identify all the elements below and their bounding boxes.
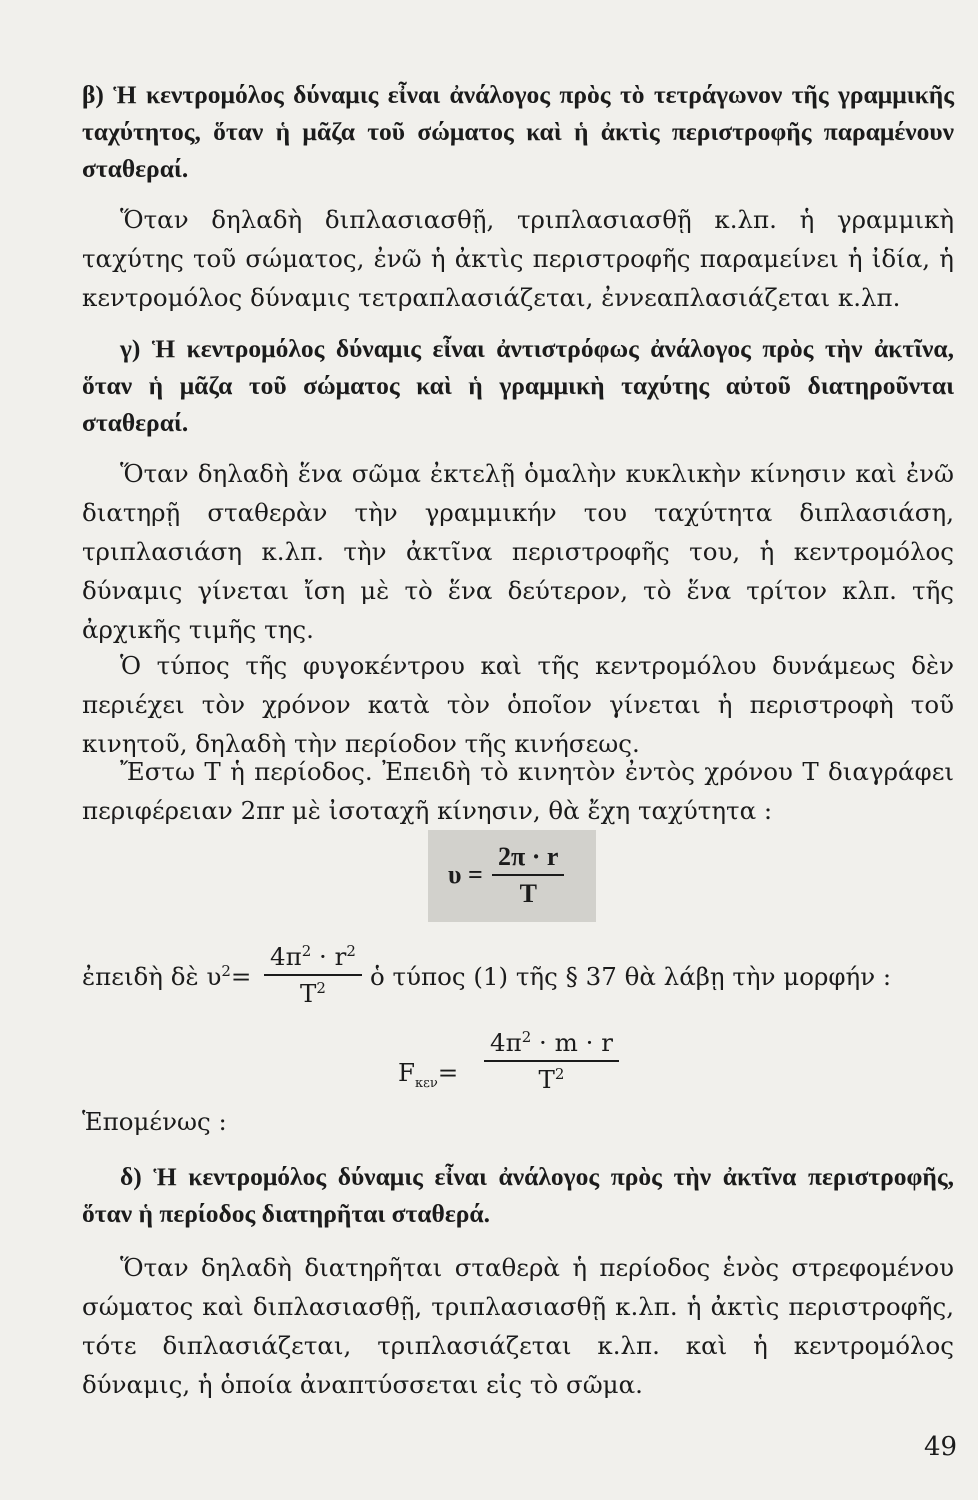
eq3-numerator: [484, 1026, 619, 1062]
eq2-fraction: [264, 940, 362, 1012]
eq3-num-a: 4π: [490, 1028, 522, 1057]
page-number: 49: [924, 1432, 958, 1462]
eq2-den: T: [299, 979, 317, 1008]
eq3-den-sq: 2: [554, 1064, 565, 1083]
heading-c: γ) Ἡ κεντρομόλος δύναμις εἶναι ἀντιστρόφως ἀνάλογος πρὸς τὴν ἀκτῖνα, ὅταν ἡ μᾶζα τοῦ σώματος καὶ ἡ γραμμικὴ ταχύτης αὐτοῦ διατηροῦνται σταθεραί.: [82, 334, 954, 437]
eq3-num-b: · m · r: [531, 1028, 613, 1057]
eq2-denominator: [264, 976, 362, 1012]
paragraph-c-text: Ὅταν δηλαδὴ ἕνα σῶμα ἐκτελῇ ὁμαλὴν κυκλικὴν κίνησιν καὶ ἐνῶ διατηρῇ σταθερὰν τὴν γραμμικήν του ταχύτητα διπλασιάση, τριπλασιάση κ.λπ. τὴν ἀκτῖνα περιστροφῆς του, ἡ κεντρομόλος δύναμις γίνεται ἴση μὲ τὸ ἕνα δεύτερον, τὸ ἕνα τρίτον κλπ. τῆς ἀρχικῆς τιμῆς της.: [82, 459, 954, 644]
eq2-num-a: 4π: [270, 942, 302, 971]
eq3-den: T: [538, 1065, 555, 1094]
paragraph-period-text: Ἔστω Τ ἡ περίοδος. Ἐπειδὴ τὸ κινητὸν ἐντὸς χρόνου Τ διαγράφει περιφέρειαν 2πr μὲ ἰσοταχῆ κίνησιν, θὰ ἔχη ταχύτητα :: [82, 757, 954, 825]
eq3-num-sq: 2: [521, 1027, 532, 1046]
paragraph-b-text: Ὅταν δηλαδὴ διπλασιασθῇ, τριπλασιασθῇ κ.λπ. ἡ γραμμικὴ ταχύτης τοῦ σώματος, ἐνῶ ἡ ἀκτὶς περιστροφῆς παραμείνει ἡ ἰδία, ἡ κεντρομόλος δύναμις τετραπλασιάζεται, ἐννεαπλασιάζεται κ.λπ.: [82, 205, 954, 312]
eq2-den-sq: 2: [316, 978, 326, 997]
eq3-eq: =: [437, 1058, 459, 1087]
velocity-eq-lhs: υ =: [448, 860, 483, 889]
velocity-eq-numerator: 2π · r: [492, 840, 564, 876]
eq3-denominator: [484, 1062, 619, 1098]
eq3-fraction: [484, 1026, 619, 1098]
velocity-equation-box: [428, 830, 596, 922]
velocity-eq-denominator: T: [519, 879, 537, 908]
eq2-numerator: [264, 940, 362, 976]
paragraph-formula-text: Ὁ τύπος τῆς φυγοκέντρου καὶ τῆς κεντρομόλου δυνάμεως δὲν περιέχει τὸν χρόνον κατὰ τὸν ὁποῖον γίνεται ἡ περιστροφὴ τοῦ κινητοῦ, δηλαδὴ τὴν περίοδον τῆς κινήσεως.: [82, 651, 954, 758]
heading-b: β) Ἡ κεντρομόλος δύναμις εἶναι ἀνάλογος πρὸς τὸ τετράγωνον τῆς γραμμικῆς ταχύτητος, ὅταν ἡ μᾶζα τοῦ σώματος καὶ ἡ ἀκτὶς περιστροφῆς παραμένουν σταθεραί.: [82, 80, 954, 183]
paragraph-epomenos: Ἑπομένως :: [82, 1107, 227, 1136]
equation-line-2: [82, 940, 954, 1020]
velocity-eq-fraction: [492, 840, 564, 912]
eq2-eq: =: [230, 962, 252, 991]
eq2-num-b: · r: [311, 942, 347, 971]
eq3-F: F: [398, 1058, 415, 1087]
paragraph-d-text: Ὅταν δηλαδὴ διατηρῆται σταθερὰ ἡ περίοδος ἑνὸς στρεφομένου σώματος καὶ διπλασιασθῇ, τριπλασιασθῇ κ.λπ. ἡ ἀκτὶς περιστροφῆς, τότε διπλασιάζεται, τριπλασιάζεται κ.λπ. καὶ ἡ κεντρομόλος δύναμις, ἡ ὁποία ἀναπτύσσεται εἰς τὸ σῶμα.: [82, 1253, 954, 1399]
heading-d: δ) Ἡ κεντρομόλος δύναμις εἶναι ἀνάλογος πρὸς τὴν ἀκτῖνα περιστροφῆς, ὅταν ἡ περίοδος διατηρῆται σταθερά.: [82, 1162, 954, 1228]
eq2-sq: 2: [221, 961, 231, 980]
eq2-num-sq1: 2: [301, 941, 312, 960]
eq2-num-sq2: 2: [346, 941, 356, 960]
eq3-sub: κεν: [415, 1075, 438, 1091]
eq2-prefix: ἐπειδὴ δὲ υ: [82, 962, 222, 991]
eq2-suffix: ὁ τύπος (1) τῆς § 37 θὰ λάβῃ τὴν μορφήν :: [370, 962, 892, 991]
